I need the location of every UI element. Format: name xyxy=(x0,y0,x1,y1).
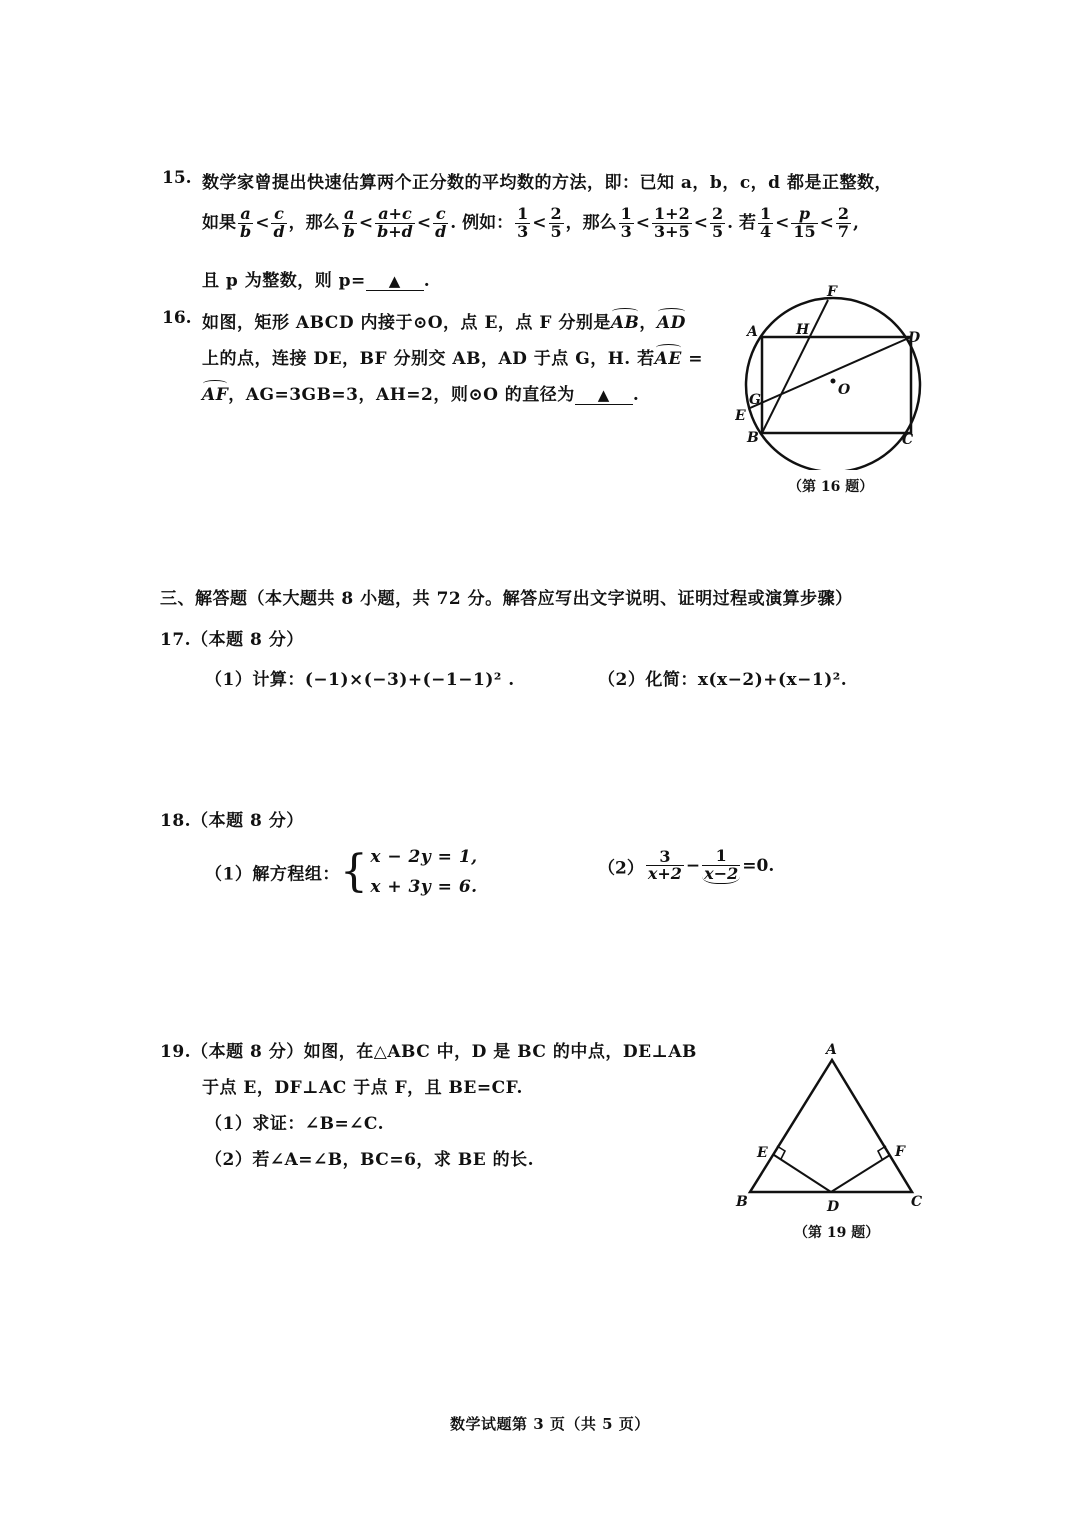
q15-frac-a-b: $\frac{a}{b}$ xyxy=(240,204,252,241)
q16-label-g: G xyxy=(749,392,761,408)
q17-part2: （2）化简：x(x−2)+(x−1)². xyxy=(598,670,848,690)
q16-line-de xyxy=(750,337,911,408)
page-footer: 数学试题第 3 页（共 5 页） xyxy=(450,1415,650,1433)
q16-answer-blank: ▲ xyxy=(575,387,633,405)
q16-circle xyxy=(746,298,920,470)
q16-label-e: E xyxy=(735,408,746,424)
q16-line2: 上的点，连接 DE，BF 分别交 AB，AD 于点 G，H. 若AE = xyxy=(202,349,703,369)
q15-frac-2-7: $\frac{2}{7}$ xyxy=(837,204,849,241)
q15-frac-2-5: $\frac{2}{5}$ xyxy=(550,204,562,241)
q16-arc-af: AF xyxy=(202,385,229,405)
q16-arc-ad: AD xyxy=(656,313,686,333)
q18-brace: { xyxy=(339,846,369,897)
q16-label-h: H xyxy=(796,322,810,338)
q19-number: 19. xyxy=(160,1042,192,1062)
q16-line1: 如图，矩形 ABCD 内接于⊙O，点 E，点 F 分别是AB，AD xyxy=(202,313,686,333)
q16-number: 16. xyxy=(162,308,192,328)
q18-frac1: $\frac{3}{x+2}$ xyxy=(647,846,682,884)
q16-label-a: A xyxy=(747,324,758,340)
q19-line-de xyxy=(774,1155,831,1192)
q15-number: 15. xyxy=(162,168,192,188)
q18-part1: （1）解方程组：{ x − 2y = 1, x + 3y = 6. xyxy=(205,842,478,902)
q16-arc-ab: AB xyxy=(610,313,640,333)
q16-caption: （第 16 题） xyxy=(788,479,874,495)
q15-frac-1-3: $\frac{1}{3}$ xyxy=(517,204,529,241)
q18-part2: （2） $\frac{3}{x+2}$ − $\frac{1}{x-2}$ =0. xyxy=(598,846,775,884)
q18-number: 18. xyxy=(160,811,192,831)
q15-frac-c-d: $\frac{c}{d}$ xyxy=(273,204,285,241)
q18-score: （本题 8 分） xyxy=(191,811,304,831)
q19-part1: （1）求证：∠B=∠C. xyxy=(205,1114,385,1134)
q19-caption: （第 19 题） xyxy=(794,1225,880,1241)
q17-score: （本题 8 分） xyxy=(191,630,304,650)
q17-header xyxy=(160,625,304,650)
q15-frac-2-5-b: $\frac{2}{5}$ xyxy=(711,204,724,241)
q19-label-d: D xyxy=(827,1199,840,1215)
q16-line3: AF，AG=3GB=3，AH=2，则⊙O 的直径为 ▲ . xyxy=(202,385,640,405)
q16-label-o: O xyxy=(838,382,851,398)
q15-frac-p-15: $\frac{p}{15}$ xyxy=(793,204,816,241)
q19-line2: 于点 E，DF⊥AC 于点 F，且 BE=CF. xyxy=(202,1078,523,1098)
q15-line3: 且 p 为整数，则 p= ▲ . xyxy=(202,271,431,291)
q15-frac-3-8: $\frac{1+2}{3+5}$ xyxy=(654,204,690,241)
q16-line-bf xyxy=(762,300,828,433)
q16-label-d: D xyxy=(908,330,921,346)
q19-label-a: A xyxy=(826,1042,837,1058)
q16-rectangle xyxy=(762,337,911,433)
q19-label-f: F xyxy=(895,1144,905,1160)
q19-line-df xyxy=(831,1155,890,1192)
q15-frac-1-4: $\frac{1}{4}$ xyxy=(759,204,772,241)
q15-frac-mediant: $\frac{a+c}{b+d}$ xyxy=(377,204,413,241)
q15-answer-blank: ▲ xyxy=(366,273,424,291)
q19-line1: 19.（本题 8 分）如图，在△ABC 中，D 是 BC 的中点，DE⊥AB xyxy=(160,1042,697,1062)
q15-line1: 数学家曾提出快速估算两个正分数的平均数的方法，即：已知 a，b，c，d 都是正整数， xyxy=(202,173,892,193)
q19-label-e: E xyxy=(757,1145,768,1161)
q18-header xyxy=(160,806,304,831)
q18-eq2: x + 3y = 6. xyxy=(370,877,478,897)
section3-heading: 三、解答题（本大题共 8 小题，共 72 分。解答应写出文字说明、证明过程或演算步骤） xyxy=(160,589,853,609)
q15-frac-c-d-2: $\frac{c}{d}$ xyxy=(435,204,447,241)
q19-figure xyxy=(730,1035,930,1215)
q15-frac-a-b-2: $\frac{a}{b}$ xyxy=(343,204,355,241)
q17-part1: （1）计算：(−1)×(−3)+(−1−1)² . xyxy=(205,670,515,690)
q19-label-b: B xyxy=(736,1194,748,1210)
q16-label-c: C xyxy=(902,432,914,448)
q17-number: 17. xyxy=(160,630,192,650)
q16-figure xyxy=(735,280,935,470)
q18-frac2: $\frac{1}{x-2}$ xyxy=(704,846,739,883)
q16-center-dot xyxy=(831,379,836,384)
q19-label-c: C xyxy=(911,1194,923,1210)
q19-triangle xyxy=(750,1060,912,1192)
q18-eq1: x − 2y = 1, xyxy=(370,847,478,867)
q16-label-b: B xyxy=(747,430,759,446)
q15-rule-prefix: 如果 xyxy=(202,212,236,233)
q19-part2: （2）若∠A=∠B，BC=6，求 BE 的长. xyxy=(205,1150,534,1170)
q15-line2: 如果 $\frac{a}{b}$ < $\frac{c}{d}$ ，那么 $\frac{a}{b}$ < $\frac{a+c}{b+d}$ < $\frac{c}{d}$ . 例如： $\frac{1}{3}$ < $\frac{2}{5}$ ，那么 $\frac{1}{3}$ < $\frac{1+2}{3+5}$ < $\frac{2}{5}$ . 若 $\frac{1}{4}$ < $\frac{p}{15}$ < $\frac{2}{7}$ , xyxy=(202,204,859,241)
q18-system xyxy=(370,842,477,902)
q16-arc-ae: AE xyxy=(654,349,682,369)
q15-frac-1-3-b: $\frac{1}{3}$ xyxy=(620,204,632,241)
q16-label-f: F xyxy=(827,284,837,300)
